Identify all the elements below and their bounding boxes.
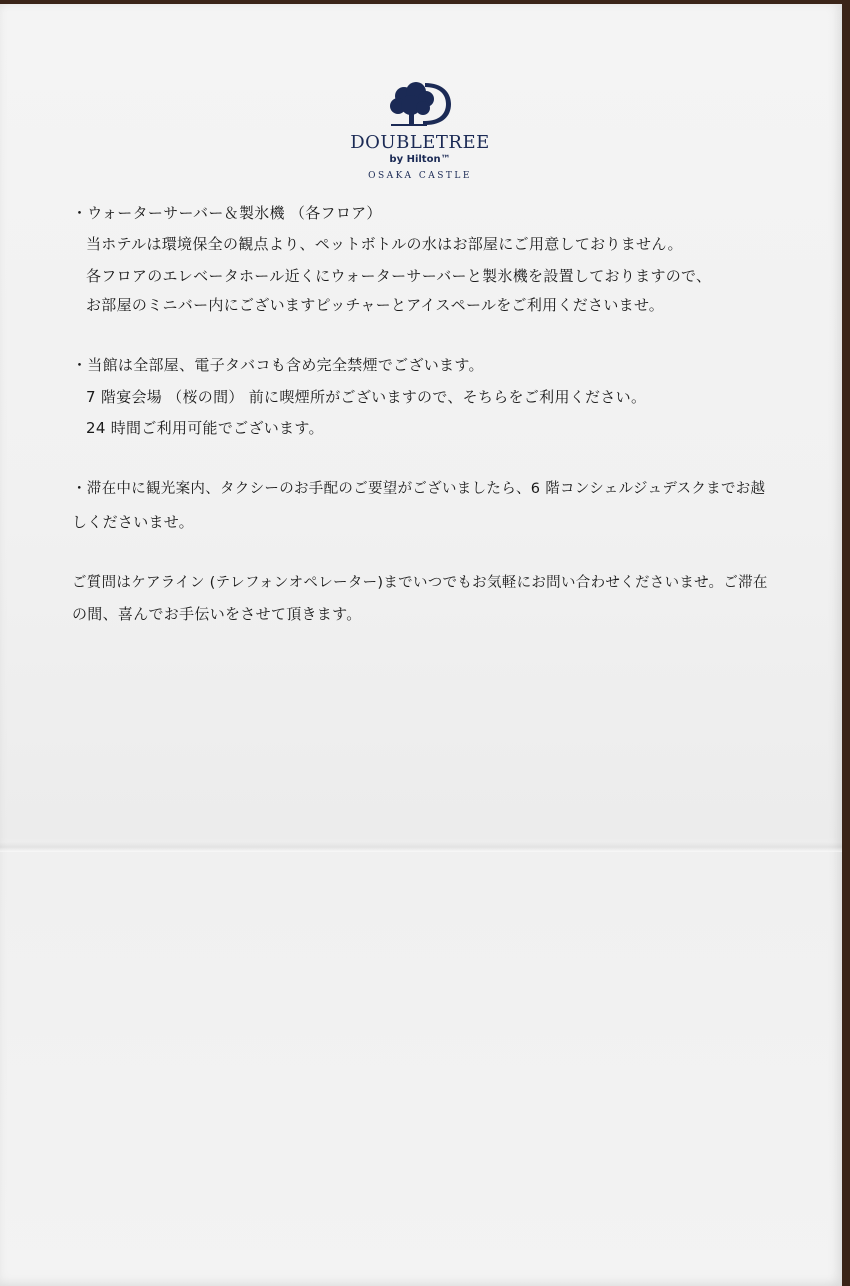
- water-line-1: 当ホテルは環境保全の観点より、ペットボトルの水はお部屋にご用意しておりません。: [86, 235, 683, 253]
- brand-location: OSAKA CASTLE: [368, 171, 472, 181]
- brand-name: DOUBLETREE: [350, 132, 490, 153]
- tree-d-logo-icon: [387, 80, 453, 128]
- water-line-2: 各フロアのエレベータホール近くにウォーターサーバーと製氷機を設置しておりますので、: [86, 267, 712, 285]
- water-heading: ・ウォーターサーバー＆製氷機 （各フロア）: [72, 204, 382, 222]
- brand-sub: by Hilton™: [389, 154, 451, 165]
- hotel-logo: [340, 80, 500, 190]
- smoking-line-1: 7 階宴会場 （桜の間） 前に喫煙所がございますので、そちらをご利用ください。: [86, 388, 647, 406]
- smoking-heading: ・当館は全部屋、電子タバコも含め完全禁煙でございます。: [72, 356, 484, 374]
- concierge-line-1: ・滞在中に観光案内、タクシーのお手配のご要望がございましたら、6 階コンシェルジュデスクまでお越: [72, 481, 766, 497]
- contact-line-1: ご質問はケアライン (テレフォンオペレーター)までいつでもお気軽にお問い合わせくださいませ。ご滞在: [72, 575, 768, 591]
- contact-line-2: の間、喜んでお手伝いをさせて頂きます。: [72, 605, 362, 623]
- paper-fold: [0, 842, 842, 852]
- concierge-line-2: しくださいませ。: [72, 513, 194, 531]
- smoking-line-2: 24 時間ご利用可能でございます。: [86, 419, 324, 437]
- paper-sheet: [0, 4, 842, 1286]
- water-line-3: お部屋のミニバー内にございますピッチャーとアイスペールをご利用くださいませ。: [86, 296, 665, 314]
